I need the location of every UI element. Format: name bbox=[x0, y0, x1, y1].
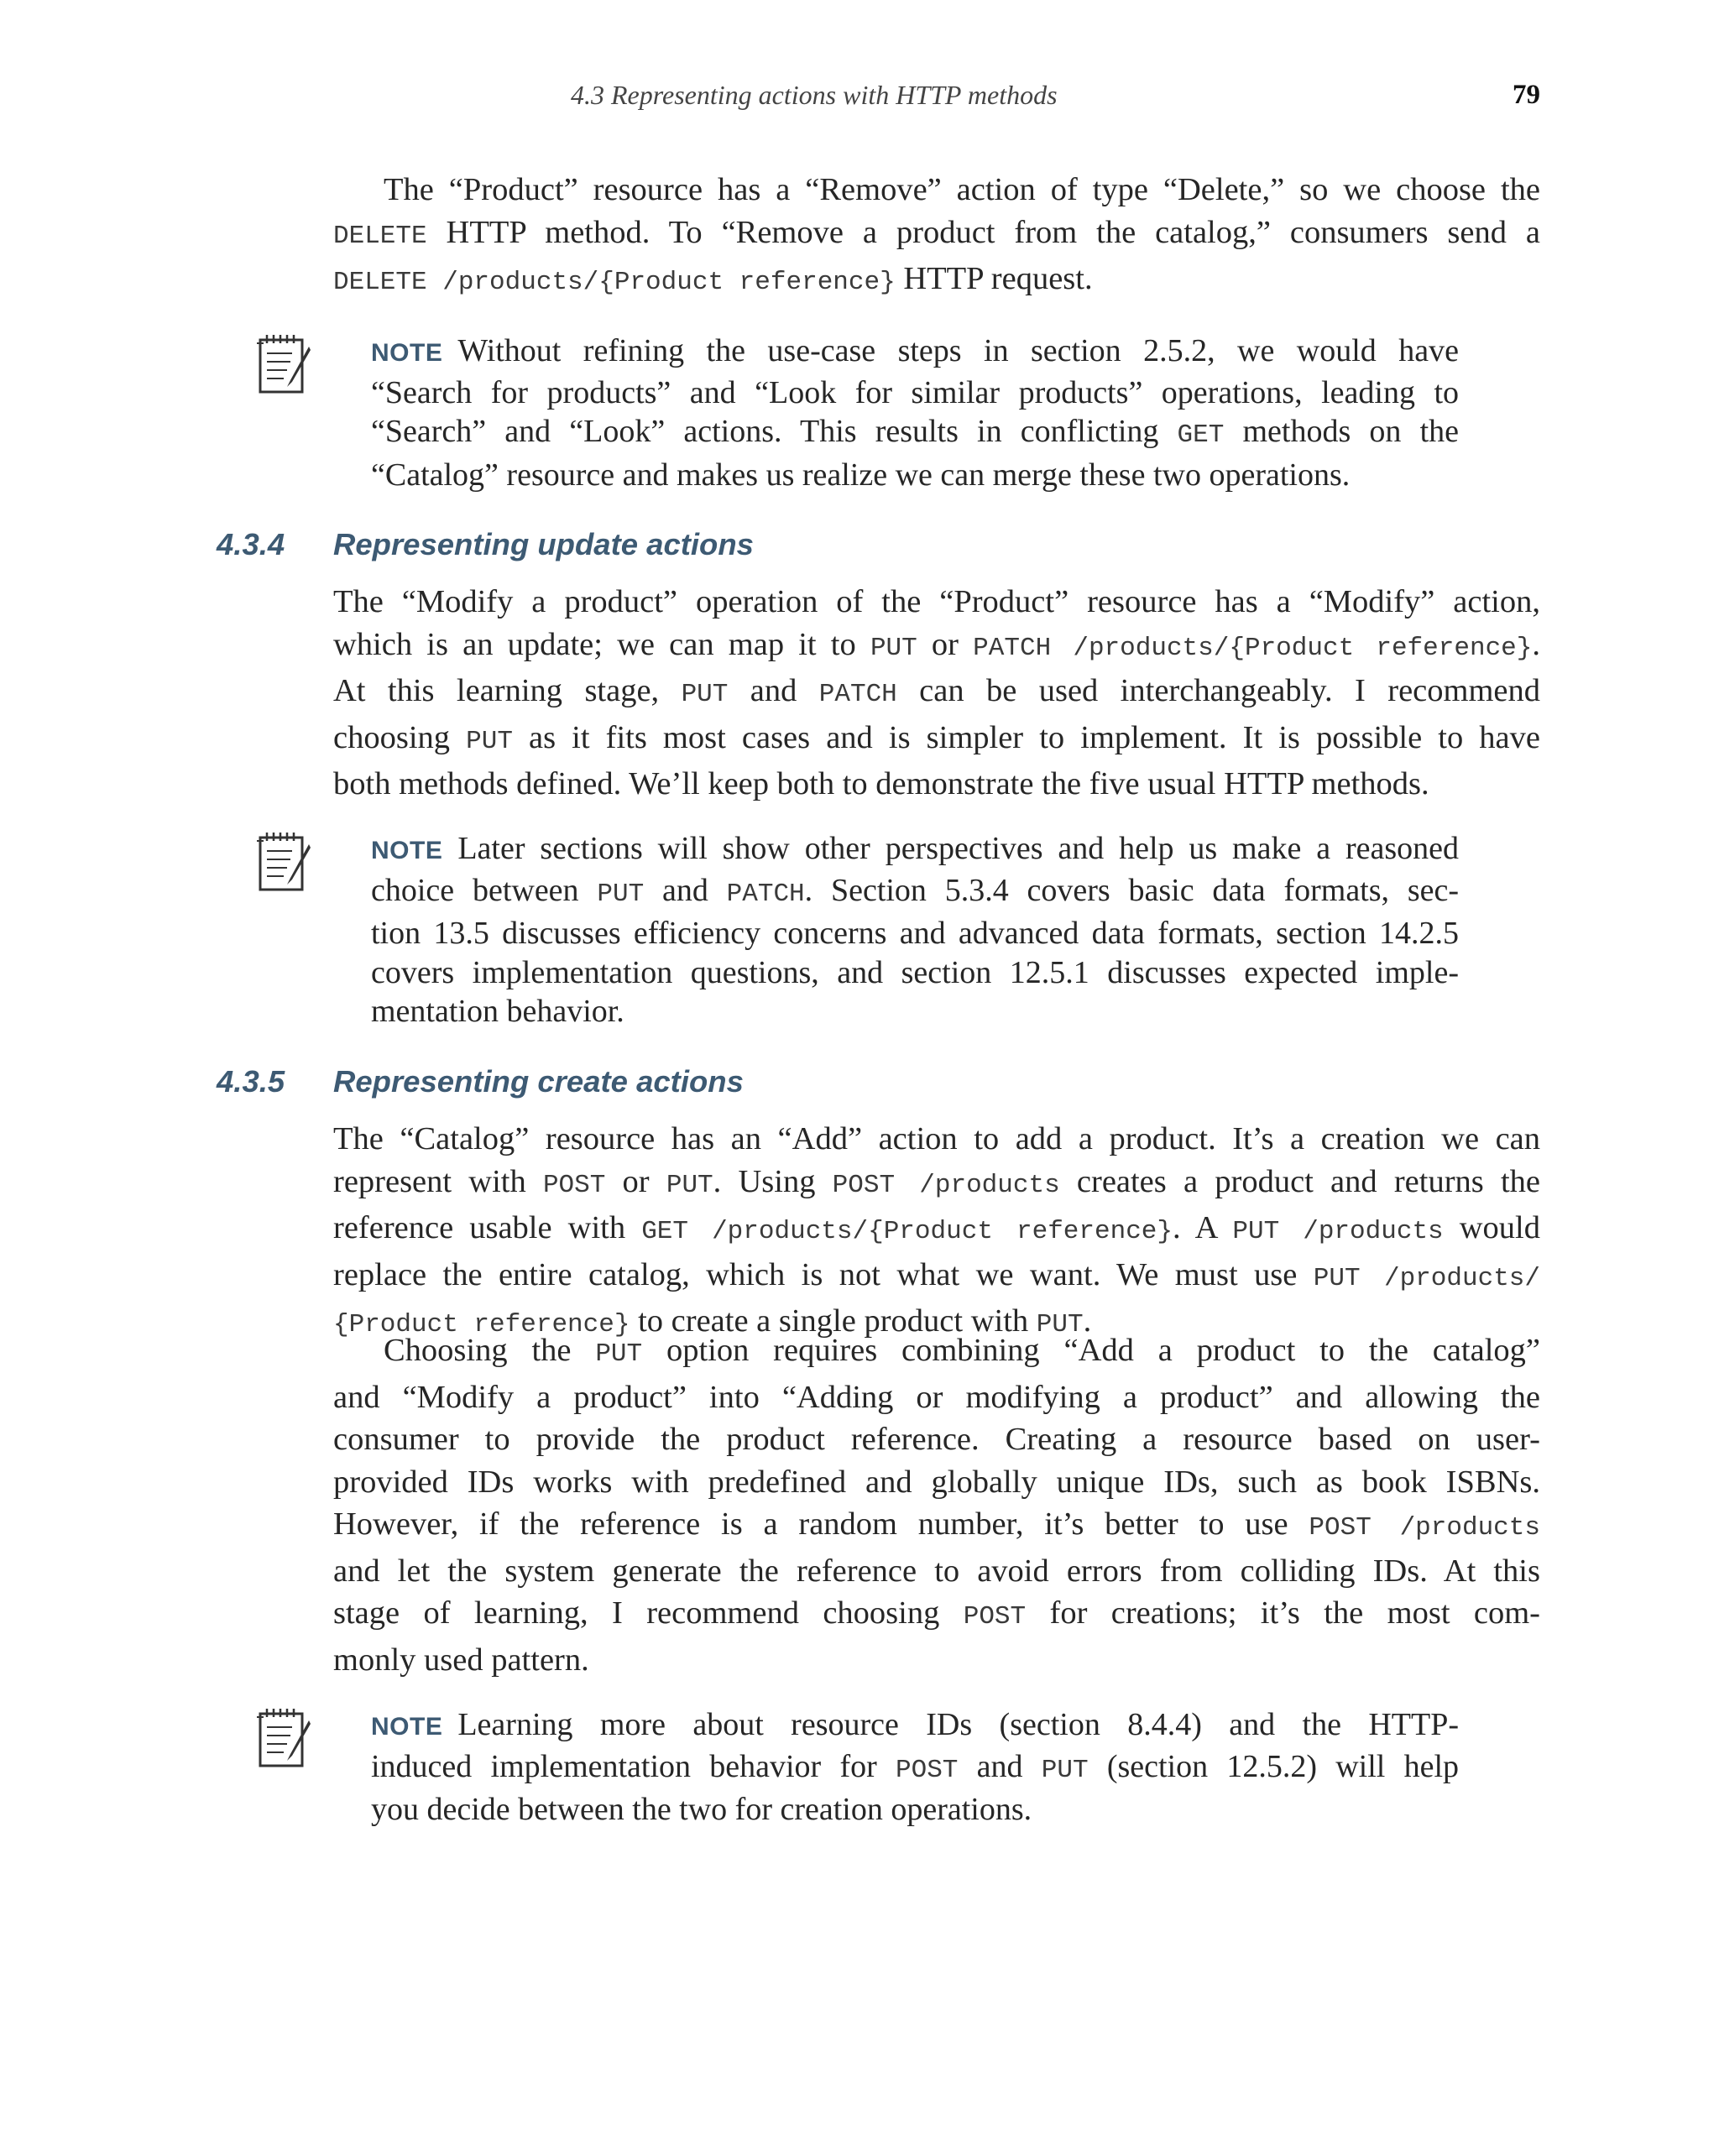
paragraph-create-actions bbox=[333, 1118, 1540, 1347]
paragraph-update-actions bbox=[333, 581, 1540, 806]
text-line: covers implementation questions, and section 12.5.1 discusses expected imple- bbox=[371, 954, 1459, 990]
section-heading bbox=[217, 527, 1560, 566]
text-run: . bbox=[1083, 1303, 1092, 1339]
text-line bbox=[333, 624, 1540, 671]
text-run: and bbox=[728, 673, 819, 708]
inline-code: DELETE bbox=[333, 221, 427, 251]
section-heading bbox=[217, 1064, 1560, 1103]
text-line bbox=[371, 331, 1459, 373]
inline-code: PUT bbox=[870, 633, 917, 663]
text-run: HTTP method. To “Remove a product from the catalog,” consumers send a bbox=[426, 214, 1540, 250]
inline-code: {Product reference} bbox=[333, 1310, 630, 1339]
text-line: and let the system generate the reference to avoid errors from colliding IDs. At this bbox=[333, 1553, 1540, 1589]
notepad-icon bbox=[250, 331, 317, 399]
text-line bbox=[333, 1503, 1540, 1550]
notepad-icon bbox=[250, 829, 317, 896]
text-line: you decide between the two for creation operations. bbox=[371, 1792, 1032, 1827]
text-line: provided IDs works with predefined and globally unique IDs, such as book ISBNs. bbox=[333, 1464, 1540, 1500]
text-run: Without refining the use-case steps in section 2.5.2, we would have bbox=[457, 333, 1459, 368]
note-label: NOTE bbox=[371, 339, 443, 367]
inline-code: PUT /products/ bbox=[1313, 1263, 1540, 1293]
inline-code: PATCH bbox=[726, 879, 805, 909]
text-line: The “Modify a product” operation of the “Product” resource has a “Modify” action, bbox=[333, 584, 1540, 619]
page-number: 79 bbox=[1513, 80, 1540, 110]
text-run: to create a single product with bbox=[630, 1303, 1037, 1339]
text-line bbox=[333, 1254, 1540, 1301]
text-run: Later sections will show other perspectives and help us make a reasoned bbox=[457, 831, 1459, 866]
text-line: tion 13.5 discusses efficiency concerns and advanced data formats, section 14.2.5 bbox=[371, 916, 1459, 951]
text-line: both methods defined. We’ll keep both to demonstrate the five usual HTTP methods. bbox=[333, 766, 1429, 801]
inline-code: PUT bbox=[597, 879, 645, 909]
notepad-icon bbox=[250, 1705, 317, 1772]
inline-code: GET /products/{Product reference} bbox=[641, 1217, 1173, 1246]
inline-code: PUT bbox=[595, 1339, 643, 1369]
text-line bbox=[333, 258, 1540, 305]
text-run: . A bbox=[1173, 1210, 1233, 1245]
text-run: and bbox=[958, 1748, 1042, 1784]
text-line: monly used pattern. bbox=[333, 1642, 589, 1678]
inline-code: DELETE /products/{Product reference} bbox=[333, 268, 896, 297]
inline-code: GET bbox=[1177, 420, 1225, 450]
running-head bbox=[0, 80, 1719, 117]
text-run: induced implementation behavior for bbox=[371, 1748, 896, 1784]
text-line bbox=[371, 871, 1459, 915]
text-run: HTTP request. bbox=[895, 261, 1093, 296]
text-run: However, if the reference is a random number, it’s better to use bbox=[333, 1506, 1309, 1542]
text-run: reference usable with bbox=[333, 1210, 642, 1245]
text-run: . Section 5.3.4 covers basic data formats, sec- bbox=[804, 872, 1460, 908]
note-label: NOTE bbox=[371, 1713, 443, 1741]
text-run: At this learning stage, bbox=[333, 673, 682, 708]
text-line bbox=[333, 1207, 1540, 1254]
text-run: “Search” and “Look” actions. This results in conflicting bbox=[371, 414, 1178, 449]
text-line bbox=[333, 211, 1540, 258]
inline-code: POST /products bbox=[832, 1170, 1060, 1200]
text-line bbox=[333, 1161, 1540, 1208]
section-title: Representing create actions bbox=[333, 1064, 744, 1099]
text-line bbox=[333, 717, 1540, 764]
text-run: replace the entire catalog, which is not what we want. We must use bbox=[333, 1256, 1314, 1292]
text-run: for creations; it’s the most com- bbox=[1026, 1595, 1540, 1631]
text-run: methods on the bbox=[1224, 414, 1459, 449]
text-run: creates a product and returns the bbox=[1059, 1163, 1540, 1199]
note-text bbox=[371, 1705, 1459, 1830]
inline-code: PUT bbox=[1036, 1310, 1084, 1339]
paragraph-put-option bbox=[333, 1329, 1540, 1681]
section-title: Representing update actions bbox=[333, 527, 754, 561]
note-text bbox=[371, 331, 1459, 494]
inline-code: POST bbox=[542, 1170, 606, 1200]
text-run: Learning more about resource IDs (section 8.4.4) and the HTTP- bbox=[457, 1707, 1459, 1742]
text-line bbox=[333, 1592, 1540, 1639]
inline-code: PUT bbox=[666, 1170, 713, 1200]
text-line: mentation behavior. bbox=[371, 994, 624, 1029]
text-line bbox=[371, 1705, 1459, 1747]
text-run: choice between bbox=[371, 872, 598, 908]
text-line: “Search for products” and “Look for similar products” operations, leading to bbox=[371, 374, 1459, 410]
text-run: or bbox=[917, 626, 974, 662]
text-run: . bbox=[1532, 626, 1540, 662]
inline-code: PUT bbox=[681, 680, 729, 709]
text-run: stage of learning, I recommend choosing bbox=[333, 1595, 964, 1631]
text-line: “Catalog” resource and makes us realize we can merge these two operations. bbox=[371, 457, 1351, 493]
inline-code: POST /products bbox=[1309, 1513, 1540, 1543]
text-run: (section 12.5.2) will help bbox=[1088, 1748, 1460, 1784]
text-line: and “Modify a product” into “Adding or modifying a product” and allowing the bbox=[333, 1379, 1540, 1415]
note-text bbox=[371, 829, 1459, 1031]
running-title: 4.3 Representing actions with HTTP methods bbox=[571, 80, 1058, 110]
text-line bbox=[333, 1329, 1540, 1376]
text-run: would bbox=[1443, 1210, 1540, 1245]
text-line bbox=[371, 412, 1459, 456]
inline-code: PUT bbox=[466, 726, 513, 756]
inline-code: PATCH /products/{Product reference} bbox=[973, 633, 1533, 663]
text-line: The “Catalog” resource has an “Add” action to add a product. It’s a creation we can bbox=[333, 1121, 1540, 1156]
text-run: . Using bbox=[713, 1163, 833, 1199]
text-run: Choosing the bbox=[384, 1333, 596, 1368]
note-label: NOTE bbox=[371, 837, 443, 864]
text-line bbox=[371, 829, 1459, 871]
text-run: or bbox=[605, 1163, 666, 1199]
paragraph-remove-action bbox=[333, 169, 1540, 305]
text-run: which is an update; we can map it to bbox=[333, 626, 870, 662]
inline-code: PUT /products bbox=[1232, 1217, 1444, 1246]
text-line: The “Product” resource has a “Remove” action of type “Delete,” so we choose the bbox=[384, 172, 1540, 207]
inline-code: PUT bbox=[1041, 1755, 1089, 1785]
text-run: as it fits most cases and is simpler to implement. It is possible to have bbox=[512, 719, 1540, 755]
inline-code: PATCH bbox=[818, 680, 897, 709]
text-run: choosing bbox=[333, 719, 467, 755]
text-run: and bbox=[644, 872, 727, 908]
section-number: 4.3.4 bbox=[217, 527, 285, 561]
inline-code: POST bbox=[963, 1602, 1027, 1631]
section-number: 4.3.5 bbox=[217, 1064, 285, 1099]
text-run: can be used interchangeably. I recommend bbox=[896, 673, 1540, 708]
text-line bbox=[333, 670, 1540, 717]
inline-code: POST bbox=[896, 1755, 959, 1785]
text-run: option requires combining “Add a product to the catalog” bbox=[642, 1333, 1540, 1368]
text-line: consumer to provide the product reference. Creating a resource based on user- bbox=[333, 1422, 1540, 1457]
text-line bbox=[371, 1747, 1459, 1791]
text-run: represent with bbox=[333, 1163, 543, 1199]
